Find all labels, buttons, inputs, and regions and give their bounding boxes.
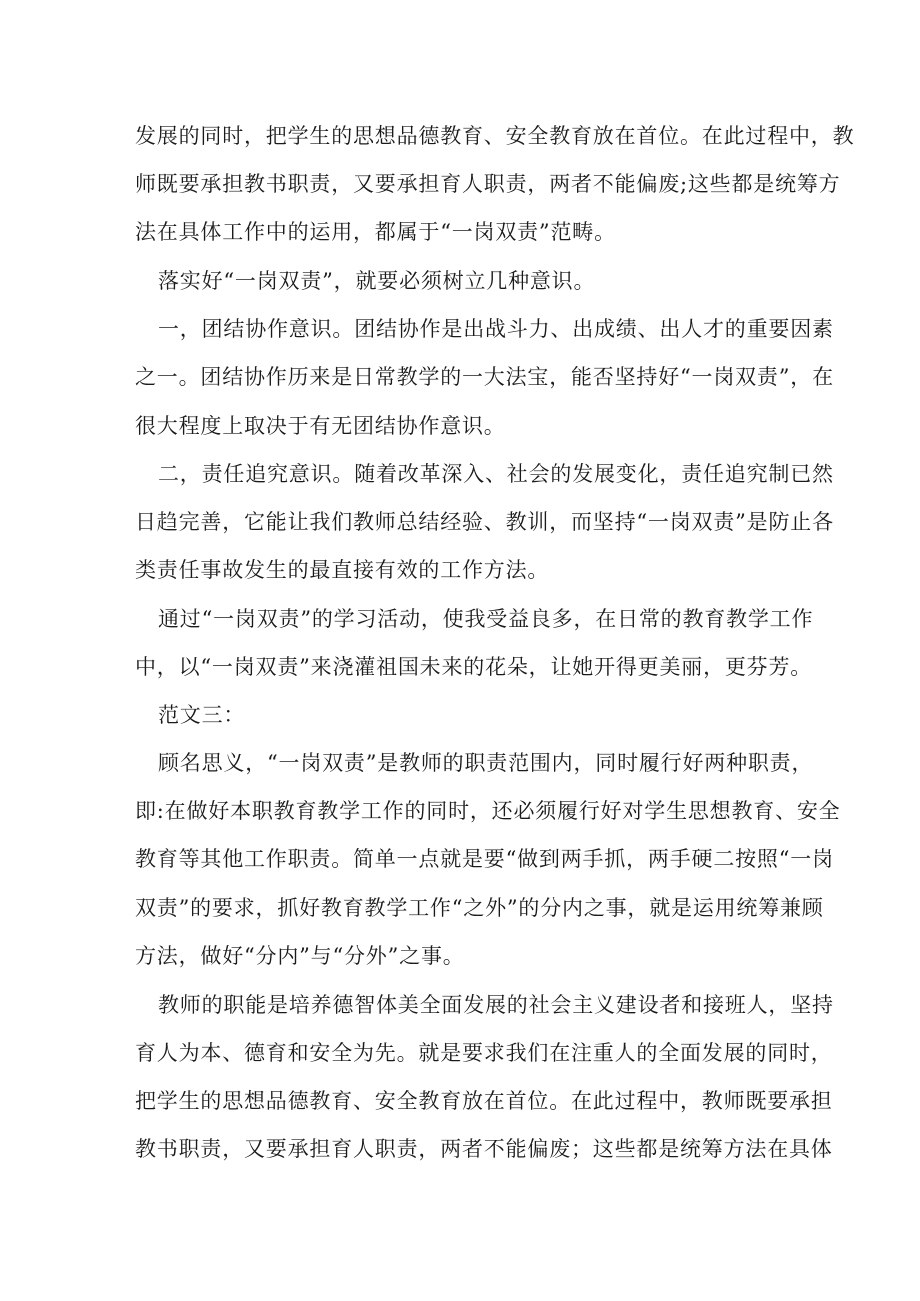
text-line: 法在具体工作中的运用，都属于“一岗双责”范畴。	[135, 220, 616, 244]
text-line: 顾名思义，“一岗双责”是教师的职责范围内，同时履行好两种职责，	[158, 751, 814, 775]
text-line: 师既要承担教书职责，又要承担育人职责，两者不能偏废;这些都是统筹方	[135, 172, 841, 196]
section-heading: 范文三：	[158, 703, 246, 727]
text-line: 育人为本、德育和安全为先。就是要求我们在注重人的全面发展的同时，	[135, 1041, 833, 1065]
text-line: 双责”的要求，抓好教育教学工作“之外”的分内之事，就是运用统筹兼顾	[135, 896, 824, 920]
text-line: 中，以“一岗双责”来浇灌祖国未来的花朵，让她开得更美丽，更芬芳。	[135, 655, 813, 679]
text-line: 二，责任追究意识。随着改革深入、社会的发展变化，责任追究制已然	[158, 462, 834, 486]
text-line: 日趋完善，它能让我们教师总结经验、教训，而坚持“一岗双责”是防止各	[135, 510, 834, 534]
text-line: 教师的职能是培养德智体美全面发展的社会主义建设者和接班人，坚持	[158, 993, 834, 1017]
text-line: 发展的同时，把学生的思想品德教育、安全教育放在首位。在此过程中，教	[135, 124, 855, 148]
text-line: 落实好“一岗双责”，就要必须树立几种意识。	[158, 269, 596, 293]
text-line: 教育等其他工作职责。简单一点就是要“做到两手抓，两手硬二按照“一岗	[135, 847, 834, 871]
text-line: 教书职责，又要承担育人职责，两者不能偏废；这些都是统筹方法在具体	[135, 1137, 833, 1161]
text-line: 方法，做好“分内”与“分外”之事。	[135, 944, 465, 968]
text-line: 把学生的思想品德教育、安全教育放在首位。在此过程中，教师既要承担	[135, 1089, 833, 1113]
text-line: 之一。团结协作历来是日常教学的一大法宝，能否坚持好“一岗双责”，在	[135, 365, 834, 389]
text-line: 通过“一岗双责”的学习活动，使我受益良多，在日常的教育教学工作	[158, 607, 814, 631]
text-line: 一，团结协作意识。团结协作是出战斗力、出成绩、出人才的重要因素	[158, 317, 834, 341]
text-line: 类责任事故发生的最直接有效的工作方法。	[135, 558, 550, 582]
text-line: 即:在做好本职教育教学工作的同时，还必须履行好对学生思想教育、安全	[135, 799, 841, 823]
text-line: 很大程度上取决于有无团结协作意识。	[135, 414, 506, 438]
